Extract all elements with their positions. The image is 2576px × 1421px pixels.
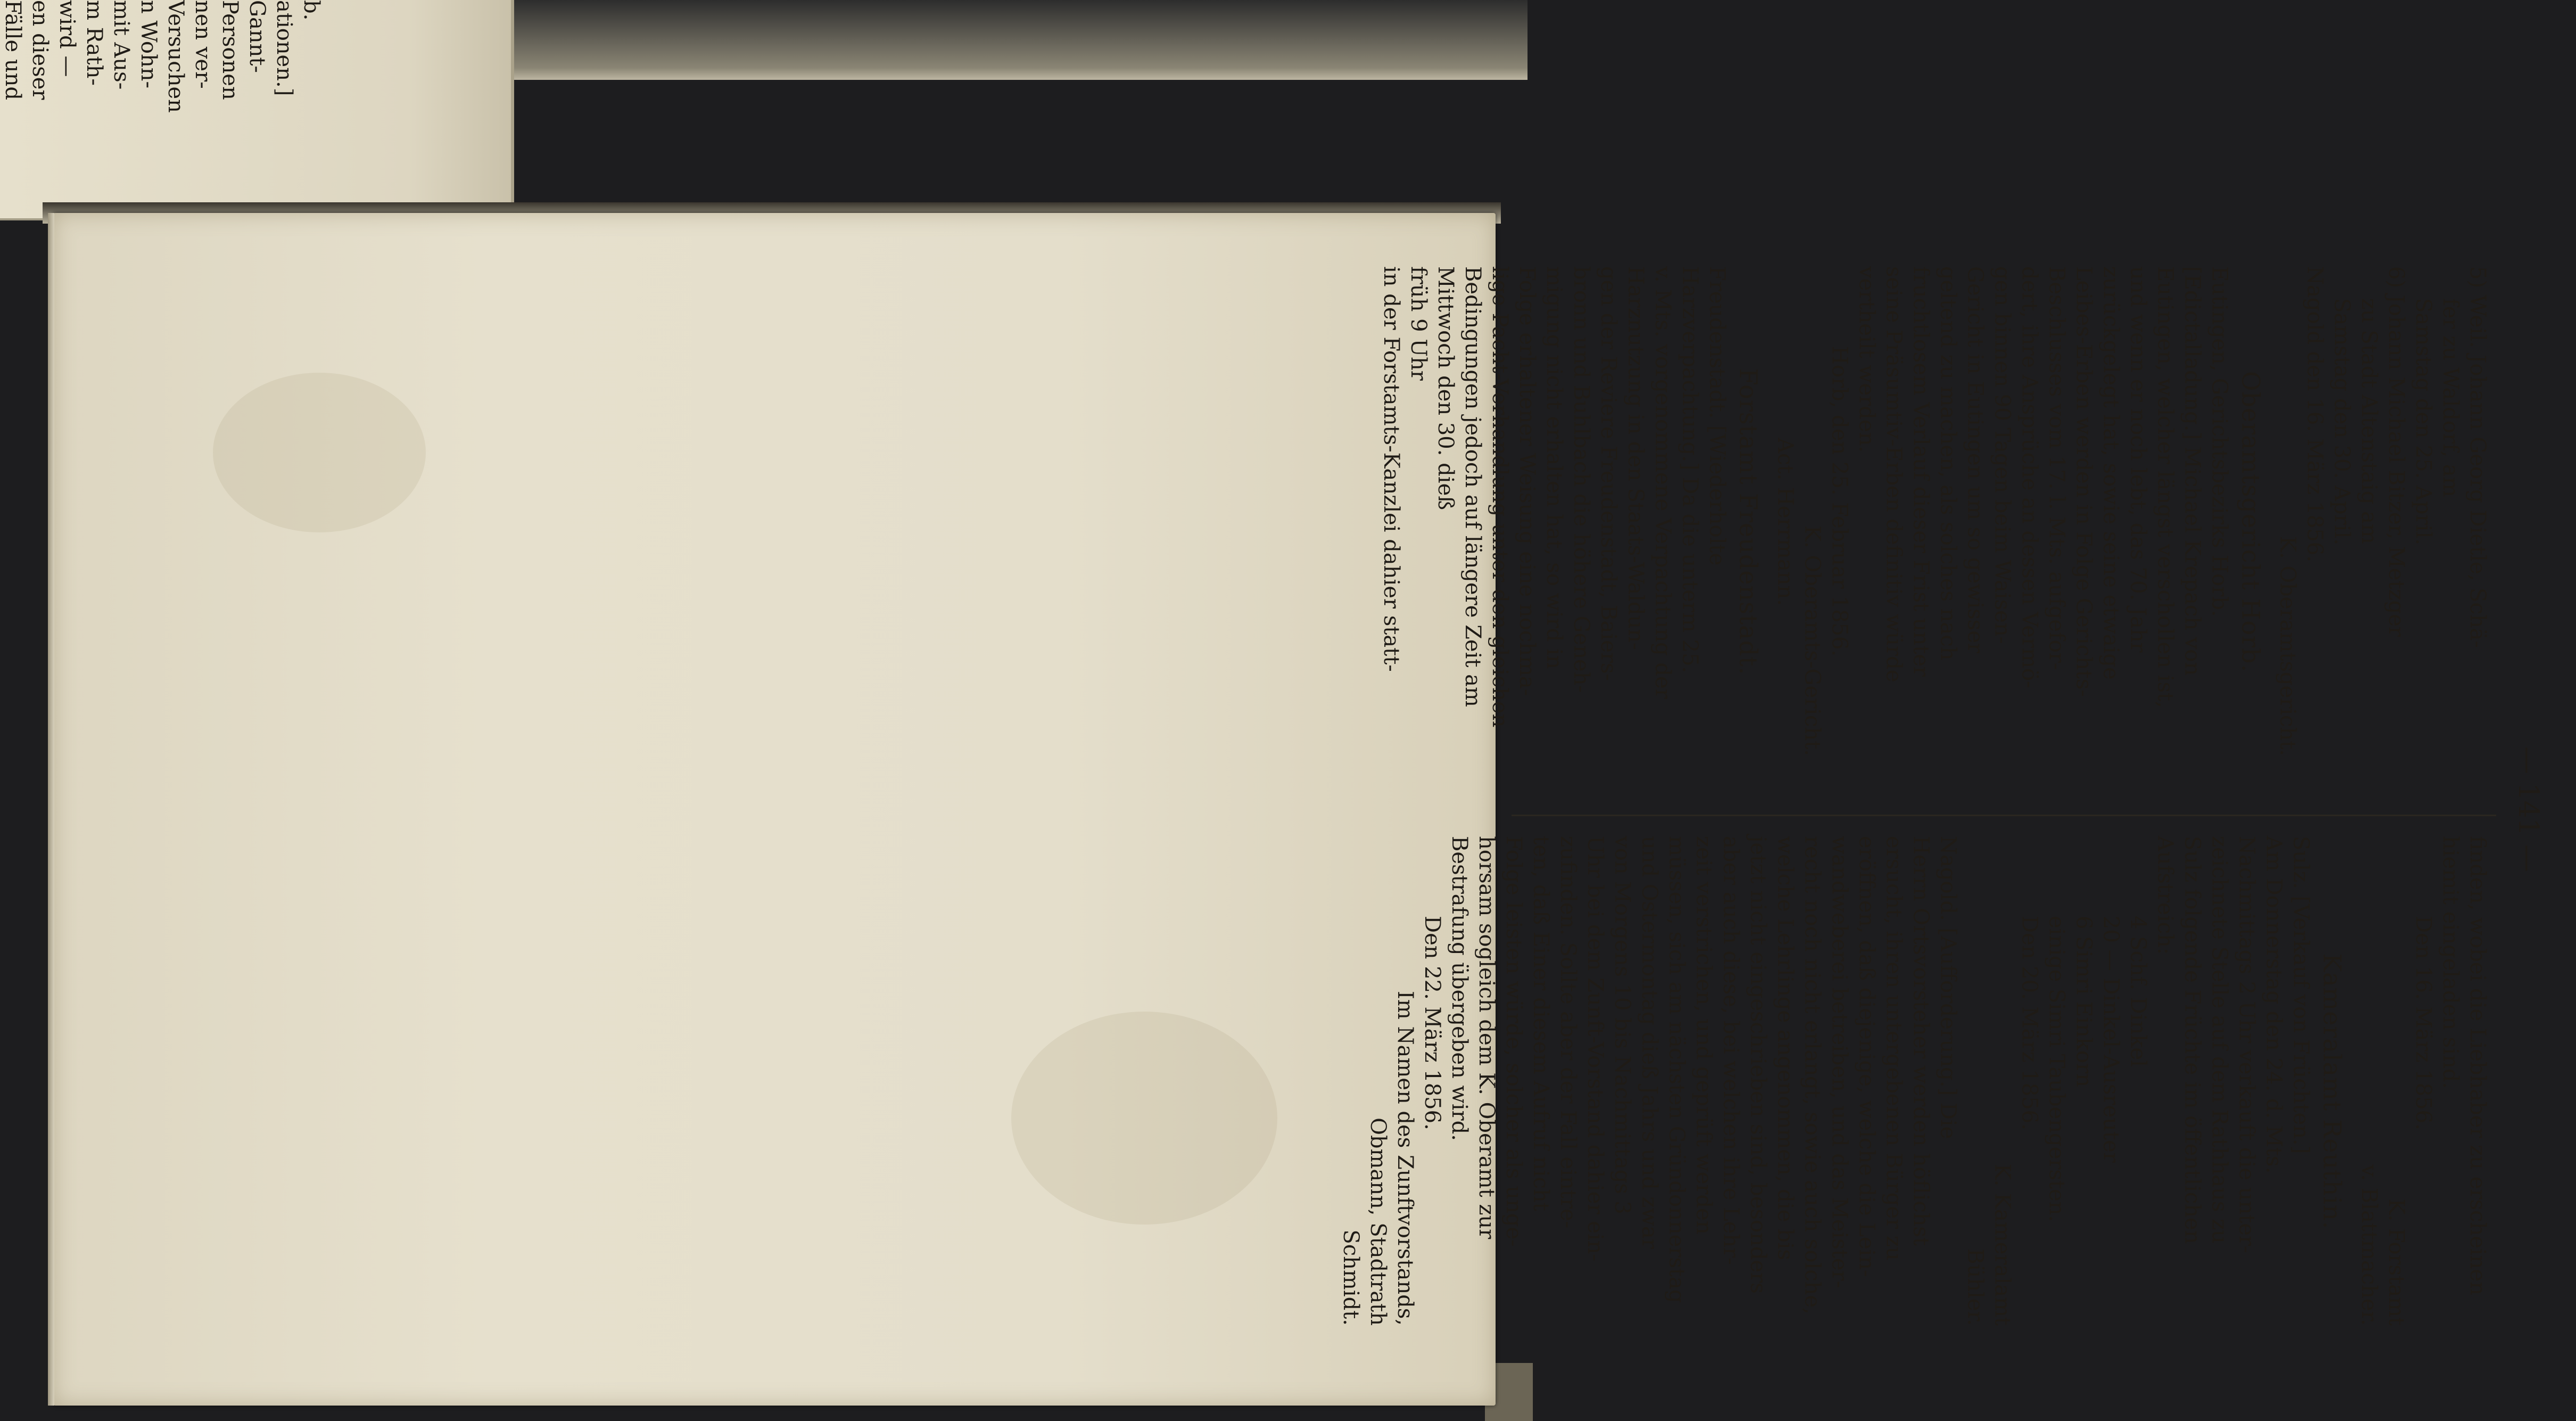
text-line: Mittwoch den 30. dieß (1433, 266, 1458, 510)
text-line: und Ostermontag dieß Jahrs und zwar (1637, 836, 1662, 1249)
date-line: Nagold den 16. März 1856. (2302, 266, 2327, 562)
text-line: bronn und Buhlbach die höhere Geneh- (1569, 266, 1594, 693)
text-line: vertheilt werden. (1854, 266, 1879, 453)
text-line: zeichnete Stelle auf dem Rathhaus zu (2207, 836, 2232, 1244)
text-line: 6 Simri Einkorn (2071, 916, 2096, 1087)
text-line: ersucht, ihren untergebenen Bürger zu (1881, 836, 1906, 1261)
text-line: 6) Johann Michael Bitzer, Metzger (2384, 266, 2408, 637)
section-heading: Oberamtsgericht Horb. (2236, 371, 2265, 673)
text-line: wandweberei betreiben, und das Meister- (1827, 836, 1852, 1288)
text-line: in der Forstamts-Kanzlei dahier statt- (1379, 266, 1403, 672)
text-line: Leibes-Erben werden in Folge Gerichts- (2071, 266, 2096, 697)
text-line: geltend zu machen, als solches nach (1936, 266, 1960, 661)
text-line: früh 9 Uhr (1406, 266, 1431, 381)
text-line: Versuchen (163, 0, 188, 113)
notice-body (2437, 836, 2491, 1347)
notice-body (1377, 266, 1730, 777)
text-line: 20 — Dinkel-Ausreuter (2099, 916, 2123, 1163)
text-line: welche Lehrlinge angenommen, die bis (1773, 836, 1797, 1260)
date-line: Den 22. März 1856. (1420, 916, 1444, 1130)
text-line: zeit verstrichen, und geprüft werden (1691, 836, 1716, 1235)
text-line: Eutingen, welcher längst verschollen ist, (2153, 266, 2177, 708)
text-line: aber auch diese, bei welchen ihre Lehr- (1719, 836, 1743, 1265)
text-line: Harznutzung in den Staats-Waldun- (1623, 266, 1648, 650)
text-line: Samstag den 30. April. (2330, 298, 2354, 545)
text-line: n Wohn- (136, 0, 161, 88)
previous-page-fragment (0, 0, 514, 220)
text-line: eröffnen, daß diejenige, welche die Lein- (1854, 836, 1879, 1277)
item-5 (2409, 266, 2491, 777)
text-line: einige Simri Taubengersten. (2044, 916, 2069, 1222)
text-line: müssen, sich am nächsten Gründonnerstag (1664, 836, 1689, 1303)
text-line: Am Donnerstag den 24. d. Mts. (2261, 836, 2286, 1174)
goods-list (2043, 836, 2151, 1347)
text-line: en dieser (28, 0, 52, 100)
text-line: Folge leisten würde, solcher als unge- (1501, 836, 1526, 1247)
section-heading: Forstamt Freudenstadt. (1734, 368, 1763, 676)
text-line: nen ver- (191, 0, 215, 89)
section-heading: Kameralamt Reuthin. (2318, 953, 2347, 1230)
text-line: Harzverpachtung.] Da die unterm 25. (1678, 266, 1702, 673)
text-line: Sulz. [Verkauf von Früchten.] (2289, 836, 2313, 1154)
column-divider (1512, 815, 2496, 816)
text-line: und wenn er noch lebt, das 70. Jahr (2126, 266, 2150, 653)
text-line: lige Pacht-Verhandlung unter den gleichen (1488, 266, 1512, 728)
text-line: Uhr bei dem Zunft-Vorstand dahier ein- (1583, 836, 1607, 1262)
text-line: 5) Weil. Johann Georg Dietle, Schä- (2465, 266, 2490, 648)
notice-body (2151, 836, 2314, 1347)
right-column (1337, 836, 2491, 1347)
signature: K. Oberamts-Gericht. (1800, 525, 1824, 756)
page-number: — 141 — (2512, 746, 2544, 873)
text-line: Fälle und (1, 0, 25, 100)
text-line: Nachmittags 2 Uhr verkauft die unter- (2234, 836, 2259, 1253)
text-line: hiemit eingeladen sind. (2438, 836, 2463, 1089)
text-line: Bedingungen jedoch auf längere Zeit am (1460, 266, 1485, 707)
text-line: m Rath- (82, 0, 106, 86)
text-line: gen binnen 90 Tagen beim Waisen- (1990, 266, 2014, 644)
text-line: gen der Reviere Freudenstadt, Baiers- (1596, 266, 1621, 681)
signature: Obmann, Stadtrath (1366, 1118, 1390, 1326)
text-line: ten, daß Einer diesem Aufruf nicht (1529, 836, 1553, 1211)
text-line: recht noch nicht erlangt, sowie auch solche, (1800, 836, 1824, 1315)
signature: Bühler. (1963, 1248, 1987, 1326)
text-line: Freudenstadt. [Wiederholte (1705, 266, 1729, 566)
date-line: Horb, den 25. Februar 1856. (1827, 346, 1852, 657)
text-line: Eutingen, Gerichtsbezirks Horb. (2207, 266, 2232, 617)
text-line: mit Aus- (109, 0, 134, 90)
rotated-page-content (1339, 234, 2576, 1384)
text-line: fer zu Waldorf, am (2438, 298, 2463, 497)
text-line: Personen (218, 0, 242, 100)
signature: Im Namen des Zunftvorstands, (1393, 991, 1417, 1326)
text-line: zurückgelegt hat, sowie seine etwaige (2099, 266, 2123, 680)
signature: Schmidt. (1339, 1229, 1363, 1326)
notice-body (1853, 266, 2233, 777)
signature: v. Blattmacher. (2357, 1164, 2381, 1326)
text-line: Sulz folgende Früchte im öffentlichen (2180, 836, 2205, 1244)
text-line: [Edictalladung.] Michael Krepach von (2180, 266, 2205, 676)
date-line: Den 16. März 1856. (2411, 916, 2435, 1130)
text-line: von Morgens 10 bis Nachmittags 3 (1610, 836, 1634, 1214)
text-line: Gannt- (245, 0, 269, 73)
text-line: dert, ihre Ansprüche an dessen Vermö- (2017, 266, 2042, 688)
text-line: horsam sogleich dem K. Oberamt zur (1474, 836, 1499, 1239)
text-line: Beschlusses vom 17. l. Mts. aufgefor- (2044, 266, 2069, 670)
text-line: fruchtlosem Verlauf dieser Frist unter (1909, 266, 1933, 677)
text-line: seine Präsumtiv-Erben definitiv würde (1881, 266, 1906, 683)
notice-body (1446, 836, 1961, 1347)
signature: K. Oberamtsgericht. (2275, 536, 2300, 756)
text-line: Gericht in Eutingen um so gewisser (1963, 266, 1987, 653)
text-line: Folge erhaltener Weisung eine nochma- (1515, 266, 1539, 696)
signature: K. Forstamt (2384, 1198, 2408, 1326)
paper-stain (213, 373, 426, 532)
text-line: Samstag den 25. April. (2411, 298, 2435, 545)
text-line: 4 Schf. Dinkel (2126, 916, 2150, 1067)
signature: K. Kameralamt (1990, 1163, 2014, 1326)
text-line: Bestrafung übergeben wird. (1447, 836, 1472, 1141)
text-line: finden, wobei die Liebhaber zu erscheinen (2465, 836, 2490, 1295)
left-column (1377, 266, 2491, 777)
page-edge-shadow (48, 213, 54, 1406)
signature: Act. Herrmann. (1773, 438, 1797, 606)
text-line: wird — (55, 0, 79, 77)
paper-stain (1011, 1012, 1277, 1225)
text-line: ationen.] (272, 0, 296, 96)
date-line: Den 20. März 1856. (2017, 916, 2042, 1130)
text-line: b. (299, 0, 324, 21)
text-line: Herrn Ortsvorsteher werden höflichst (1909, 836, 1933, 1246)
text-line: zufinden. Sollte aber der Fall eintre- (1556, 836, 1580, 1229)
text-line: migung nicht erhalten hat, so wird in (1542, 266, 1566, 669)
document-page (53, 213, 1496, 1406)
item-6 (2328, 266, 2409, 777)
text-line: zu Stadt Altenstaig am (2357, 298, 2381, 544)
text-line: Nagold. [Aufforderung.] Die (1936, 836, 1960, 1139)
text-line: Aufstreich: (2153, 836, 2177, 955)
text-line: v. Mts. vorgenommene Verpachtung der (1650, 266, 1675, 699)
text-line: jetzt nicht eingeschrieben sind, besonders (1746, 836, 1770, 1294)
